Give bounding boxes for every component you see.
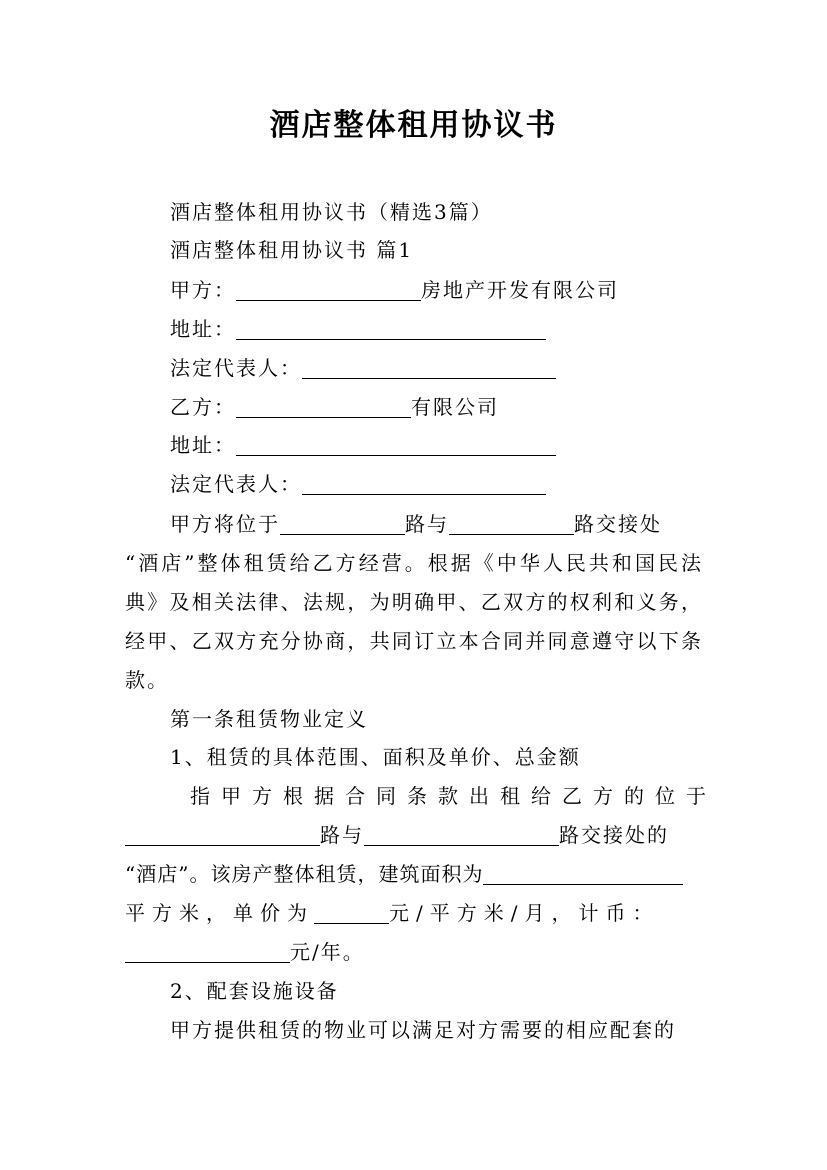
party-b-suffix: 有限公司 [411, 395, 499, 419]
annual-amount-blank[interactable] [125, 942, 290, 963]
party-a-line [170, 276, 619, 304]
text-run: 元/平方米/月，计币： [389, 901, 660, 925]
party-b-legal-rep-line [170, 470, 546, 498]
road-1-blank[interactable] [280, 514, 405, 535]
road-3-blank[interactable] [125, 825, 320, 846]
text-run: 路交接处的 [559, 823, 669, 847]
item-2-heading: 2、配套设施设备 [170, 979, 339, 1003]
party-a-legal-rep-blank[interactable] [302, 358, 556, 379]
legal-rep-label: 法定代表人： [170, 472, 302, 496]
paragraph-1-line-2: “酒店”整体租赁给乙方经营。根据《中华人民共和国民法 [125, 551, 702, 575]
paragraph-2-line-5 [125, 938, 365, 966]
party-a-blank[interactable] [236, 280, 421, 301]
area-blank[interactable] [483, 864, 683, 885]
item-1-heading: 1、租赁的具体范围、面积及单价、总金额 [170, 745, 581, 769]
address-label: 地址： [170, 433, 236, 457]
paragraph-2-line-4 [125, 899, 659, 927]
text-run: 元/年。 [290, 940, 365, 964]
document-title: 酒店整体租用协议书 [269, 108, 558, 143]
paragraph-2-line-3 [125, 860, 683, 888]
party-a-address-line [170, 315, 546, 343]
party-b-address-line [170, 431, 556, 459]
paragraph-1-line-3: 典》及相关法律、法规，为明确甲、乙双方的权利和义务， [125, 590, 702, 614]
part-heading: 酒店整体租用协议书 篇1 [170, 238, 414, 262]
party-b-line [170, 393, 499, 421]
subtitle: 酒店整体租用协议书（精选3篇） [170, 200, 493, 224]
paragraph-3-line-1: 甲方提供租赁的物业可以满足对方需要的相应配套的 [170, 1018, 676, 1042]
text-run: 路与 [405, 512, 449, 536]
article-1-heading: 第一条租赁物业定义 [170, 707, 368, 731]
text-run: 甲方将位于 [170, 512, 280, 536]
text-run: 路与 [320, 823, 364, 847]
text-run: 路交接处 [574, 512, 662, 536]
party-b-address-blank[interactable] [236, 435, 556, 456]
unit-price-blank[interactable] [314, 903, 389, 924]
party-a-address-blank[interactable] [236, 319, 546, 340]
party-b-legal-rep-blank[interactable] [302, 474, 546, 495]
text-run: 平方米，单价为 [125, 901, 314, 925]
party-b-blank[interactable] [236, 397, 411, 418]
paragraph-1-line-1 [170, 510, 662, 538]
address-label: 地址： [170, 317, 236, 341]
legal-rep-label: 法定代表人： [170, 356, 302, 380]
text-run: “酒店”。该房产整体租赁，建筑面积为 [125, 862, 484, 886]
road-4-blank[interactable] [364, 825, 559, 846]
party-a-label: 甲方： [170, 278, 236, 302]
paragraph-1-line-5: 款。 [125, 668, 169, 692]
party-a-legal-rep-line [170, 354, 556, 382]
party-a-suffix: 房地产开发有限公司 [421, 278, 619, 302]
paragraph-2-line-2 [125, 821, 669, 849]
road-2-blank[interactable] [449, 514, 574, 535]
paragraph-2-line-1: 指甲方根据合同条款出租给乙方的位于 [190, 784, 717, 808]
party-b-label: 乙方： [170, 395, 236, 419]
paragraph-1-line-4: 经甲、乙双方充分协商，共同订立本合同并同意遵守以下条 [125, 629, 702, 653]
